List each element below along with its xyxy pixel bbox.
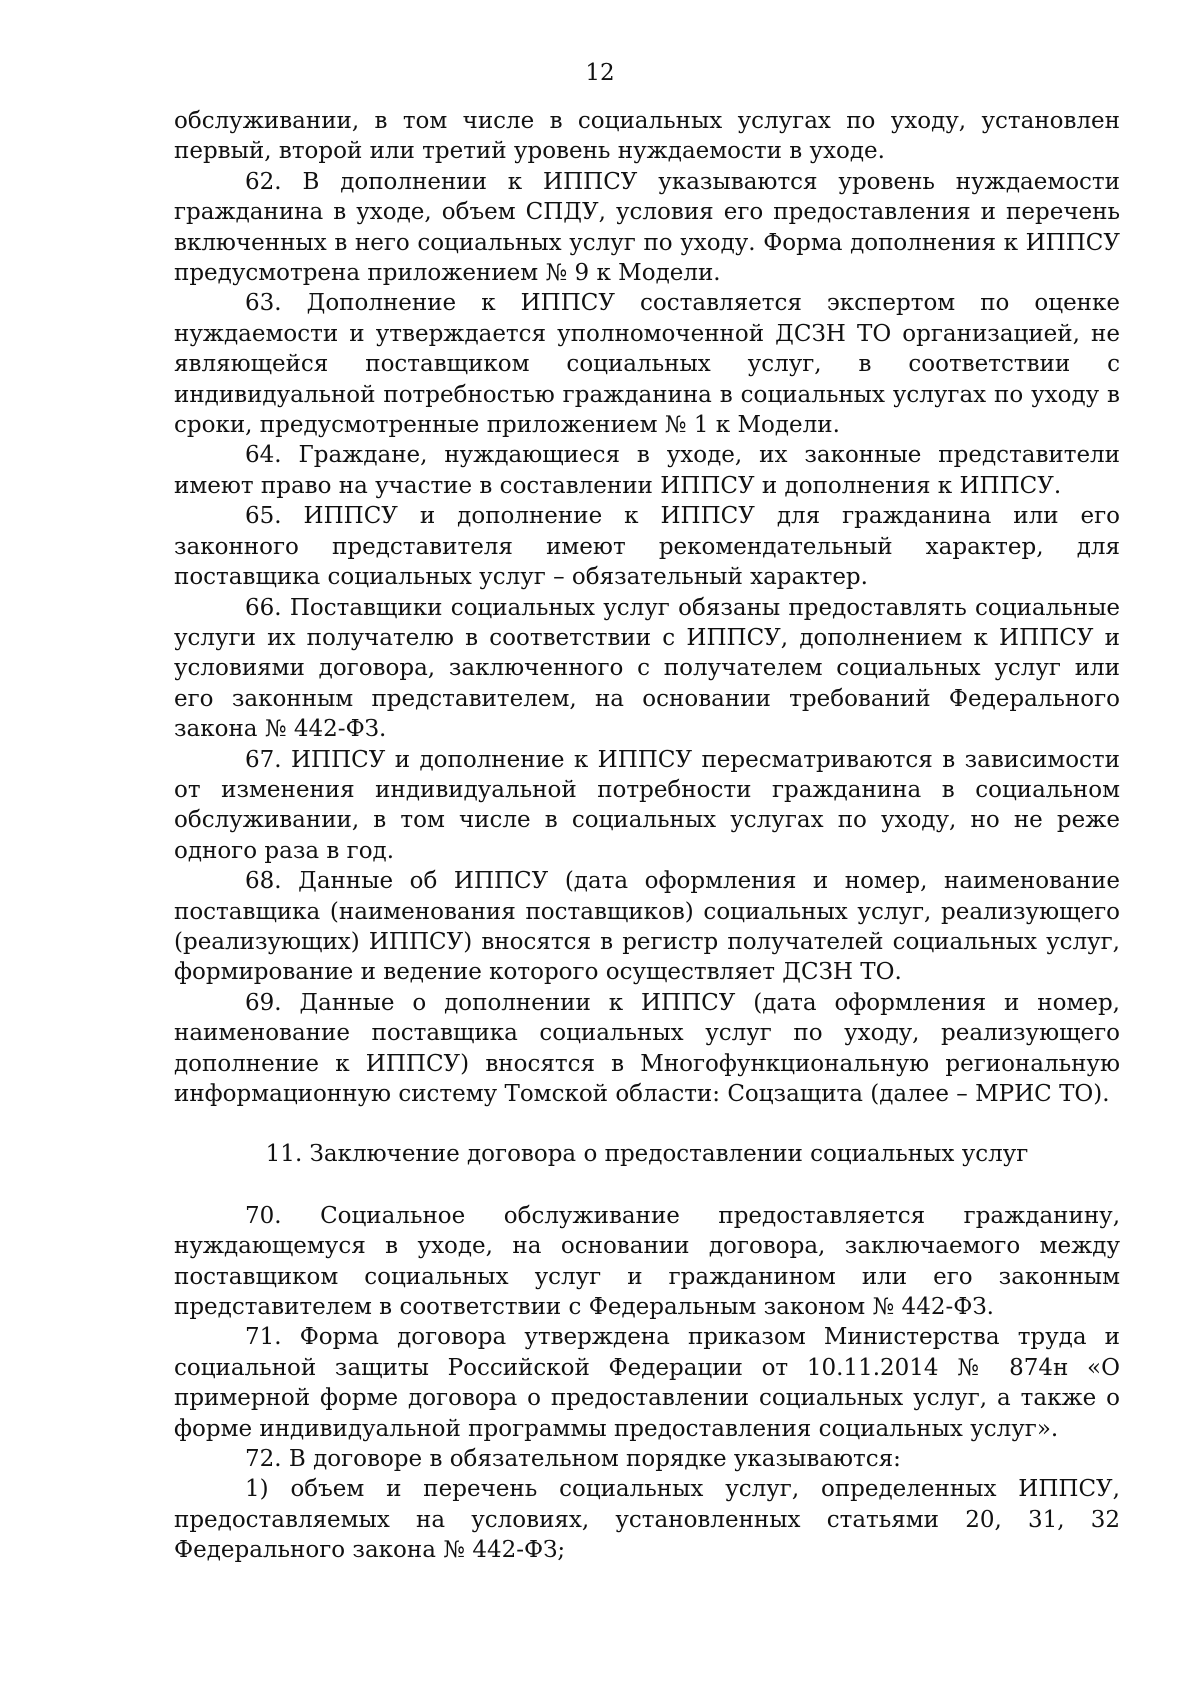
paragraph-item-66: 66. Поставщики социальных услуг обязаны предоставлять социальные услуги их получателю в соответствии с ИППСУ, дополнением к ИППСУ и условиями договора, заключенного с получателем социальных услуг или его законным представителем, на основании требований Федерального закона № 442-ФЗ. <box>174 594 1120 743</box>
section-heading: 11. Заключение договора о предоставлении социальных услуг <box>265 1141 1029 1168</box>
paragraph-item-67: 67. ИППСУ и дополнение к ИППСУ пересматриваются в зависимости от изменения индивидуальной потребности гражданина в социальном обслуживании, в том числе в социальных услугах по уходу, но не реже одного раза в год. <box>174 746 1120 864</box>
paragraph-item-71: 71. Форма договора утверждена приказом Министерства труда и социальной защиты Российской Федерации от 10.11.2014 № 874н «О примерной форме договора о предоставлении социальных услуг, а также о форме индивидуальной программы предоставления социальных услуг». <box>174 1324 1120 1442</box>
paragraph-item-72: 72. В договоре в обязательном порядке указываются: <box>245 1446 901 1473</box>
paragraph-continuation: обслуживании, в том числе в социальных услугах по уходу, установлен первый, второй или третий уровень нуждаемости в уходе. <box>174 108 1120 165</box>
paragraph-item-62: 62. В дополнении к ИППСУ указываются уровень нуждаемости гражданина в уходе, объем СПДУ, условия его предоставления и перечень включенных в него социальных услуг по уходу. Форма дополнения к ИППСУ предусмотрена приложением № 9 к Модели. <box>174 168 1120 287</box>
paragraph-item-70: 70. Социальное обслуживание предоставляется гражданину, нуждающемуся в уходе, на основании договора, заключаемого между поставщиком социальных услуг и гражданином или его законным представителем в соответствии с Федеральным законом № 442-ФЗ. <box>174 1202 1120 1321</box>
paragraph-item-65: 65. ИППСУ и дополнение к ИППСУ для гражданина или его законного представителя имеют рекомендательный характер, для поставщика социальных услуг – обязательный характер. <box>174 503 1120 591</box>
page-number: 12 <box>585 60 615 86</box>
document-body <box>174 106 1120 1566</box>
paragraph-item-64: 64. Граждане, нуждающиеся в уходе, их законные представители имеют право на участие в составлении ИППСУ и дополнения к ИППСУ. <box>174 442 1120 499</box>
paragraph-item-69: 69. Данные о дополнении к ИППСУ (дата оформления и номер, наименование поставщика социальных услуг по уходу, реализующего дополнение к ИППСУ) вносятся в Многофункциональную региональную информационную систему Томской области: Соцзащита (далее – МРИС ТО). <box>174 989 1120 1107</box>
paragraph-subitem-1: 1) объем и перечень социальных услуг, определенных ИППСУ, предоставляемых на условиях, установленных статьями 20, 31, 32 Федерального закона № 442-ФЗ; <box>174 1476 1120 1564</box>
paragraph-item-68: 68. Данные об ИППСУ (дата оформления и номер, наименование поставщика (наименования поставщиков) социальных услуг, реализующего (реализующих) ИППСУ) вносятся в регистр получателей социальных услуг, формирование и ведение которого осуществляет ДСЗН ТО. <box>174 868 1120 986</box>
paragraph-item-63: 63. Дополнение к ИППСУ составляется экспертом по оценке нуждаемости и утверждается уполномоченной ДСЗН ТО организацией, не являющейся поставщиком социальных услуг, в соответствии с индивидуальной потребностью гражданина в социальных услугах по уходу в сроки, предусмотренные приложением № 1 к Модели. <box>174 290 1120 439</box>
